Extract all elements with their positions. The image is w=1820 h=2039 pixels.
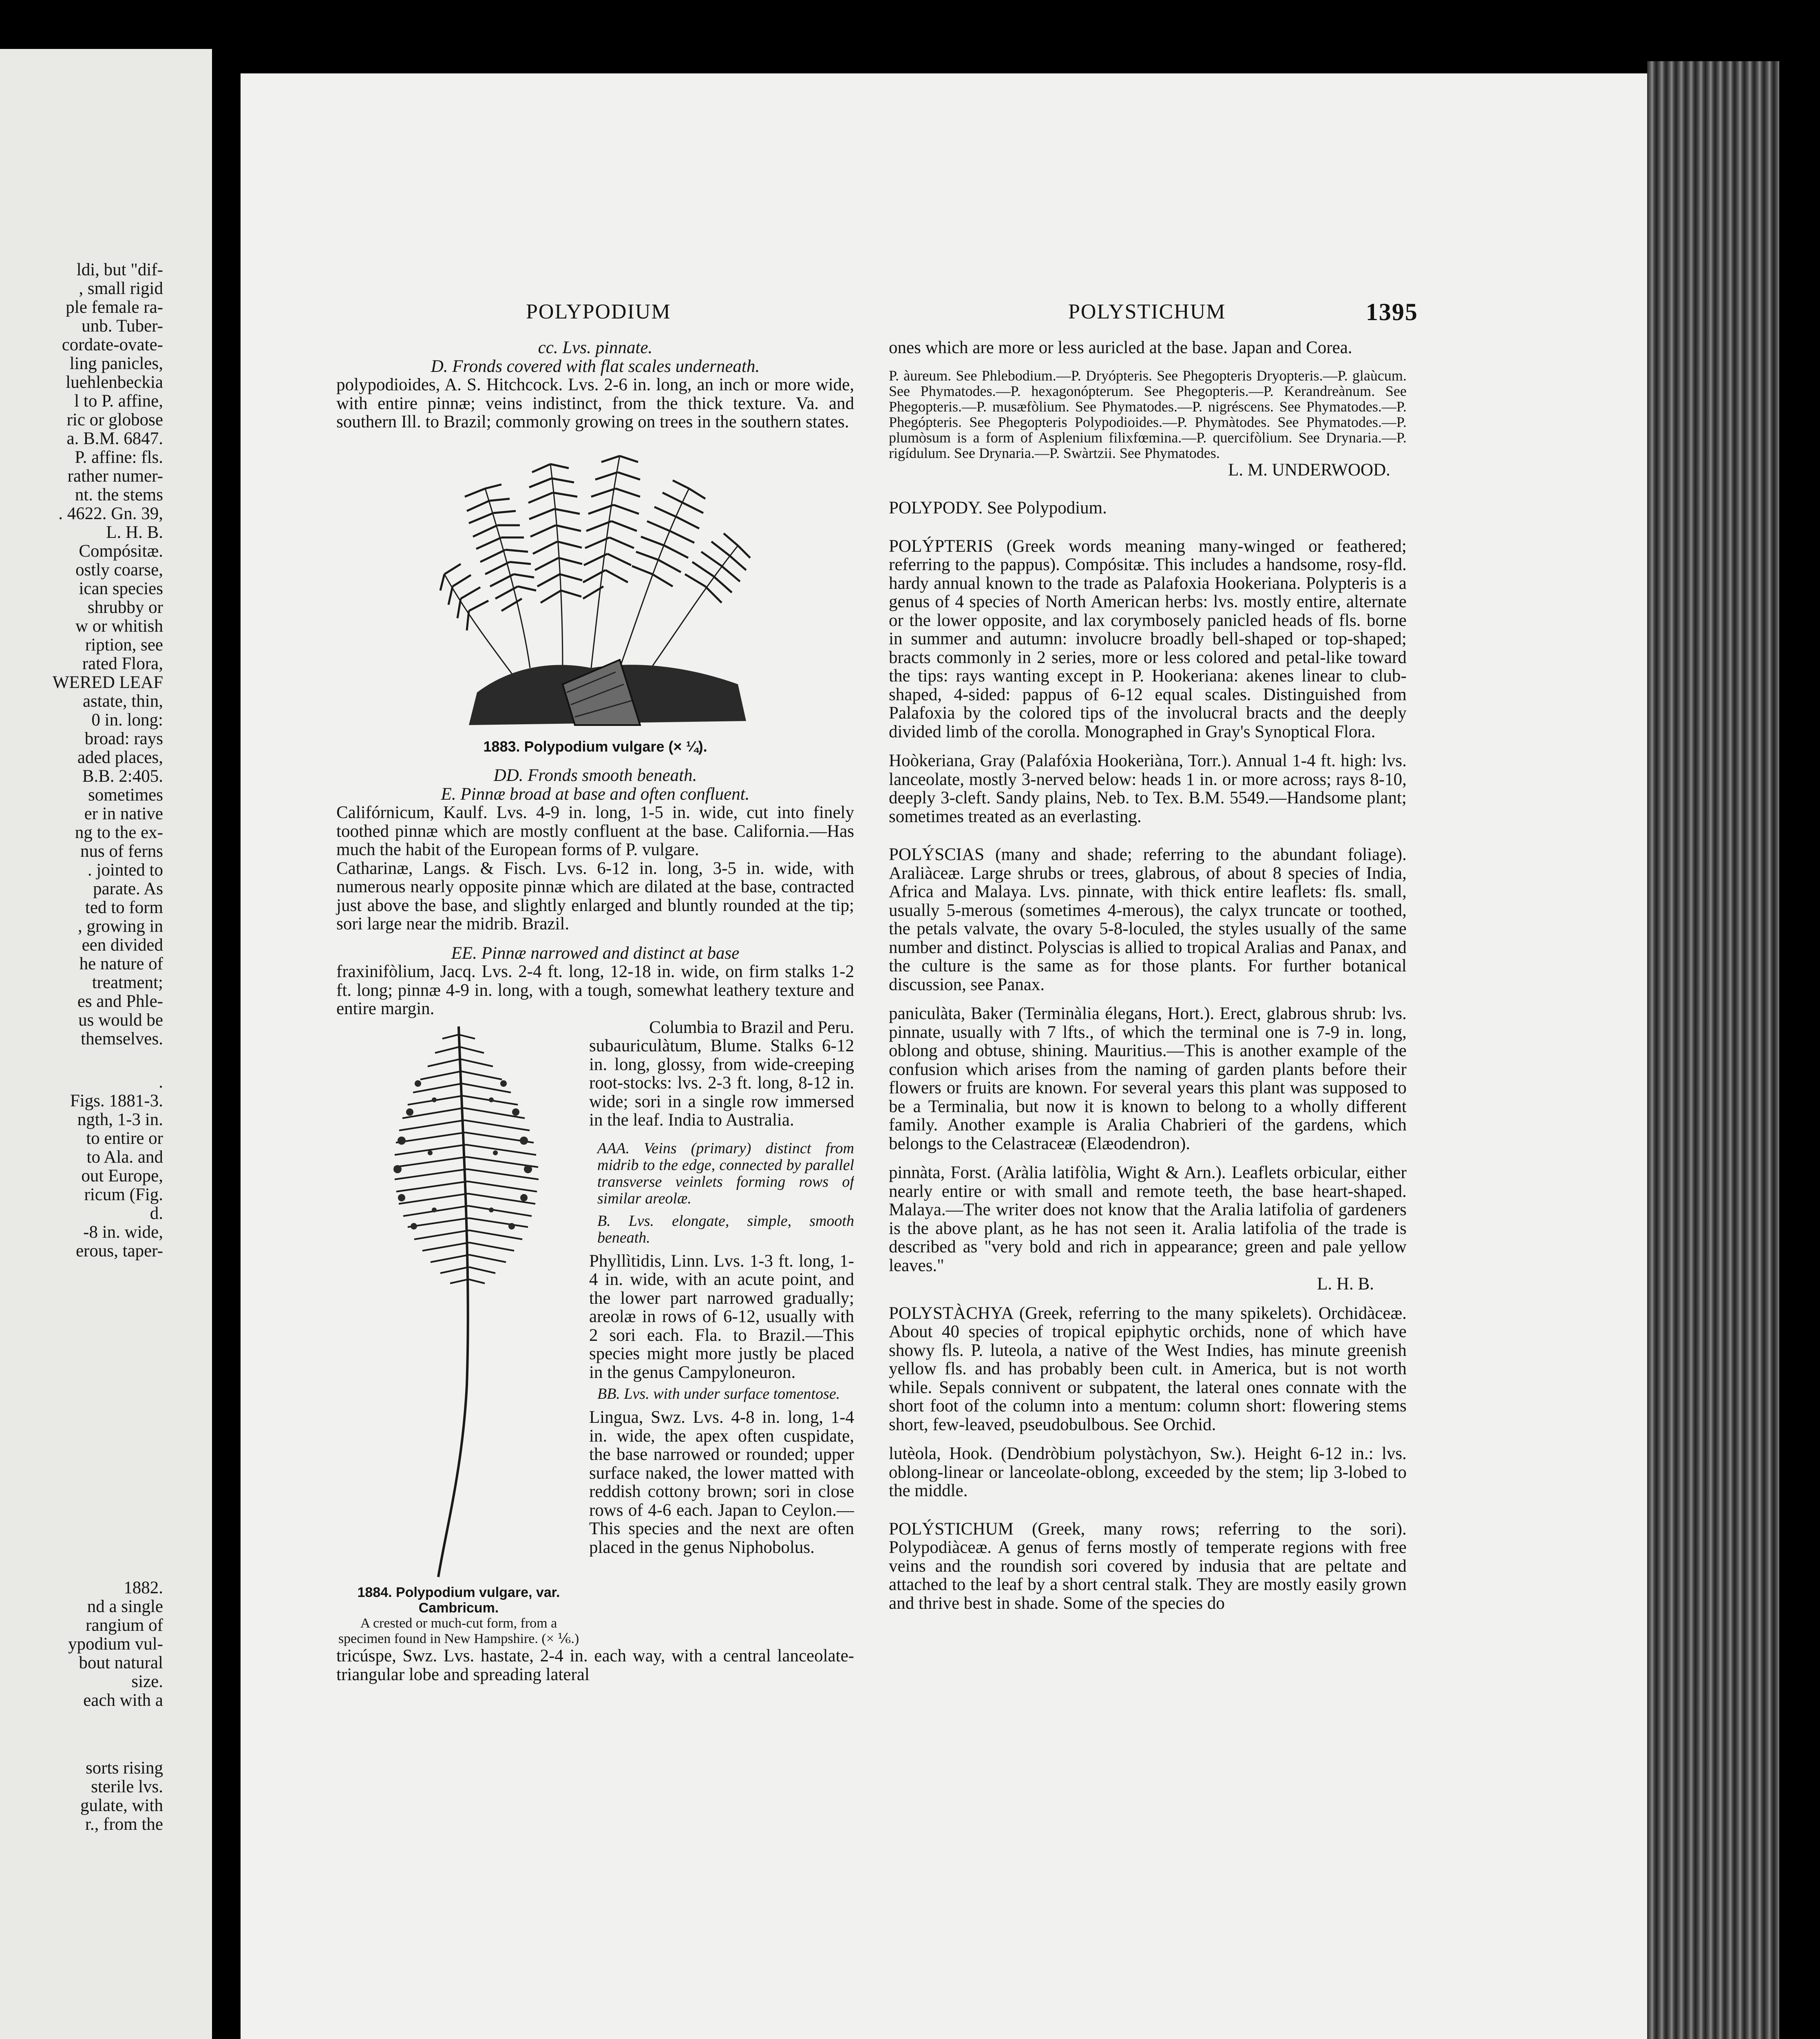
left-page-text-fragment: r., from the (85, 1815, 163, 1834)
left-page-text-fragment: L. H. B. (106, 523, 163, 542)
left-page-text-fragment: us would be (78, 1011, 163, 1030)
key-e: E. Pinnæ broad at base and often confluent. (441, 784, 750, 804)
figure-1883-fern-illustration (428, 440, 762, 733)
left-page-text-fragment: parate. As (93, 879, 163, 898)
figure-1884-fern-illustration (336, 1018, 581, 1581)
entry-polypteris: POLÝPTERIS (Greek words meaning many-winged or feathered; referring to the pappus). Compósitæ. This includes a handsome, rosy-fld. hardy annual known to the trade as Palafoxia Hookeriana. Polypteris is a genus of 4 species of North American herbs: lvs. mostly entire, alternate or the lower opposite, and lax corymbosely panicled heads of fls. borne in summer and autumn: involucre broadly bell-shaped or top-shaped; bracts commonly in 2 series, more or less colored and petal-like toward the tips: rays wanting except in P. Hookeriana: akenes linear to club-shaped, 4-sided: pappus of 6-12 equal scales. Distinguished from Palafoxia by the colored tips of the involucral bracts and the deeply divided limb of the corolla. Monographed in Gray's Synoptical Flora. (889, 536, 1407, 741)
entry-phyllitidis: Phyllìtidis, Linn. Lvs. 1-3 ft. long, 1-4 in. wide, with an acute point, and the lower part narrowed gradually; areolæ in rows of 6-12, usually with 2 sori each. Fla. to Brazil.—This species might more justly be placed in the genus Campyloneuron. (589, 1251, 854, 1382)
left-page-text-fragment: sorts rising (86, 1758, 163, 1778)
left-page-text-fragment: gulate, with (80, 1796, 163, 1815)
entry-hookeriana: Hoòkeriana, Gray (Palafóxia Hookeriàna, Torr.). Annual 1-4 ft. high: lvs. lanceolate, mostly 3-nerved below: heads 1 in. or more across; rays 8-10, deeply 3-cleft. Sandy plains, Neb. to Tex. B.M. 5549.—Handsome plant; sometimes treated as an everlasting. (889, 751, 1407, 826)
left-page-text-fragment: ng to the ex- (75, 823, 163, 842)
left-page-text-fragment: ricum (Fig. (84, 1185, 163, 1204)
left-page-text-fragment: ple female ra- (66, 298, 163, 317)
key-b: B. Lvs. elongate, simple, smooth beneath. (597, 1212, 854, 1246)
left-page-text-fragment: rated Flora, (82, 654, 163, 673)
left-page-text-fragment: aded places, (77, 748, 163, 767)
left-page-text-fragment: . jointed to (87, 860, 163, 880)
signature-underwood: L. M. UNDERWOOD. (1228, 460, 1390, 480)
left-page-text-fragment: ldi, but "dif- (76, 260, 163, 279)
left-page-text-fragment: ling panicles, (69, 354, 163, 373)
entry-subauriculatum: subauriculàtum, Blume. Stalks 6-12 in. long, glossy, from wide-creeping root-stocks: lvs. 2-3 ft. long, 8-12 in. wide; sori in a single row immersed in the leaf. India to Australia. (589, 1036, 854, 1130)
entry-fraxinifolium-range: Columbia to Brazil and Peru. (649, 1018, 854, 1037)
left-page-text-fragment: WERED LEAF (52, 673, 163, 692)
signature-lhb: L. H. B. (1317, 1274, 1374, 1294)
key-bb: BB. Lvs. with under surface tomentose. (597, 1385, 840, 1402)
page-number: 1395 (1366, 299, 1418, 325)
left-page-text-fragment: ostly coarse, (75, 560, 163, 579)
left-page-text-fragment: sometimes (88, 785, 163, 805)
figure-1884-caption: 1884. Polypodium vulgare, var. Cambricum. (357, 1585, 560, 1616)
entry-fraxinifolium: fraxinifòlium, Jacq. Lvs. 2-4 ft. long, 12-18 in. wide, on firm stalks 1-2 ft. long; pinnæ 4-9 in. long, with a tough, somewhat leathery texture and entire margin. (336, 962, 854, 1018)
left-page-text-fragment: nus of ferns (80, 842, 163, 861)
left-page-text-fragment: er in native (84, 804, 163, 823)
entry-lingua: Lingua, Swz. Lvs. 4-8 in. long, 1-4 in. wide, the apex often cuspidate, the base narrowed or rounded; upper surface naked, the lower matted with reddish cottony brown; sori in close rows of 4-6 each. Japan to Ceylon.—This species and the next are often placed in the genus Niphobolus. (589, 1408, 854, 1557)
left-page-text-fragment: 1882. (124, 1578, 163, 1597)
key-cc: cc. Lvs. pinnate. (538, 338, 653, 357)
left-page-text-fragment: rangium of (86, 1616, 163, 1635)
left-page-text-fragment: nd a single (87, 1597, 163, 1616)
left-page-text-fragment: treatment; (92, 973, 163, 992)
left-page-text-fragment: . (159, 1073, 163, 1092)
entry-polystichum: POLÝSTICHUM (Greek, many rows; referring to the sori). Polypodiàceæ. A genus of ferns mostly of temperate regions with free veins and the roundish sori covered by indusia that are peltate and attached to the leaf by a short central stalk. They are mostly easily grown and thrive best in shade. Some of the species do (889, 1519, 1407, 1613)
left-page-text-fragment: w or whitish (75, 617, 163, 636)
left-page-text-fragment: nt. the stems (75, 485, 163, 504)
entry-paniculata: paniculàta, Baker (Terminàlia élegans, Hort.). Erect, glabrous shrub: lvs. pinnate, usually with 7 lfts., of which the terminal one is 7-9 in. long, oblong and obtuse, shining. Mauritius.—This is another example of the confusion which arises from the naming of garden plants before their flowers or fruits are known. For several years this plant was supposed to be a Terminalia, but now it is known to belong to a wholly different family. Another example is Aralia Chabrieri of the gardens, which belongs to the Celastraceæ (Elæodendron). (889, 1004, 1407, 1153)
left-page-text-fragment: shrubby or (87, 598, 163, 617)
key-ee: EE. Pinnæ narrowed and distinct at base (451, 943, 740, 963)
left-page-text-fragment: a. B.M. 6847. (66, 429, 163, 448)
book-page-edges (1647, 61, 1779, 2039)
entry-catharinae: Catharinæ, Langs. & Fisch. Lvs. 6-12 in. long, 3-5 in. wide, with numerous nearly opposite pinnæ which are dilated at the base, contracted just above the base, and slightly enlarged and bluntly rounded at the tip; sori large near the midrib. Brazil. (336, 858, 854, 933)
left-facing-page (0, 49, 212, 2039)
main-page (241, 73, 1668, 2039)
key-aaa: AAA. Veins (primary) distinct from midrib to the edge, connected by parallel transverse veinlets forming rows of similar areolæ. (597, 1139, 854, 1207)
synonyms-list: P. àureum. See Phlebodium.—P. Dryópteris. See Phegopteris Dryopteris.—P. glaùcum. See Phymatodes.—P. hexagonópterum. See Phegopteris.—P. Kerandreànum. See Phegopteris.—P. musæfòlium. See Phymatodes.—P. nigréscens. See Phymatodes.—P. Phegópteris. See Phegopteris Polypodioides.—P. Phymàtodes. See Phymatodes.—P. plumòsum is a form of Asplenium filixfœmina.—P. quercifòlium. See Drynaria.—P. rigídulum. See Drynaria.—P. Swàrtzii. See Phymatodes. (889, 367, 1407, 461)
column-left (336, 338, 854, 1684)
left-page-text-fragment: es and Phle- (77, 992, 163, 1011)
left-page-text-fragment: erous, taper- (75, 1241, 163, 1261)
left-page-text-fragment: themselves. (81, 1029, 163, 1048)
entry-polypody: POLYPODY. See Polypodium. (889, 498, 1107, 517)
left-page-text-fragment: Compósitæ. (79, 542, 163, 561)
left-page-text-fragment: Figs. 1881-3. (70, 1091, 163, 1110)
left-page-text-fragment: rather numer- (67, 467, 163, 486)
entry-tricuspe: tricúspe, Swz. Lvs. hastate, 2-4 in. each way, with a central lanceolate-triangular lobe and spreading lateral (336, 1646, 854, 1684)
left-page-text-fragment: ican species (79, 579, 163, 598)
entry-polyscias: POLÝSCIAS (many and shade; referring to the abundant foliage). Araliàceæ. Large shrubs or trees, glabrous, of about 8 species of India, Africa and Malaya. Lvs. pinnate, with thick entire leaflets: fls. small, usually 5-merous (sometimes 4-merous), the calyx truncate or toothed, the petals valvate, the ovary 5-8-loculed, the styles usually of the same number and distinct. Polyscias is allied to tropical Aralias and Panax, and the culture is the same as for those plants. For further botanical discussion, see Panax. (889, 845, 1407, 994)
left-page-text-fragment: P. affine: fls. (75, 448, 163, 467)
key-d: D. Fronds covered with flat scales underneath. (431, 356, 760, 376)
left-page-text-fragment: ypodium vul- (68, 1634, 163, 1654)
column-right (889, 338, 1407, 1612)
left-page-text-fragment: to entire or (86, 1129, 163, 1148)
figure-1883-caption: 1883. Polypodium vulgare (× ¼). (483, 738, 707, 755)
left-page-text-fragment: broad: rays (84, 729, 163, 748)
figure-1884-note: A crested or much-cut form, from a specimen found in New Hampshire. (× ⅙.) (338, 1616, 579, 1646)
entry-luteola: lutèola, Hook. (Dendròbium polystàchyon, Sw.). Height 6-12 in.: lvs. oblong-linear or lanceolate-oblong, exceeded by the stem; lip 3-lobed to the middle. (889, 1444, 1407, 1500)
left-page-text-fragment: to Ala. and (86, 1148, 163, 1167)
column-left-wrapped-text (589, 1018, 854, 1557)
left-page-text-fragment: astate, thin, (82, 692, 163, 711)
left-page-text-fragment: luehlenbeckia (66, 373, 163, 392)
key-dd: DD. Fronds smooth beneath. (493, 766, 697, 785)
left-page-text-fragment: l to P. affine, (74, 391, 163, 411)
left-page-text-fragment: -8 in. wide, (83, 1223, 163, 1242)
left-page-text-fragment: each with a (83, 1691, 163, 1710)
left-page-text-fragment: out Europe, (81, 1166, 163, 1185)
figure-1884 (336, 1018, 581, 1647)
left-page-text-fragment: , small rigid (79, 279, 163, 298)
left-page-text-fragment: ted to form (85, 898, 163, 917)
left-page-text-fragment: een divided (82, 935, 163, 955)
left-page-text-fragment: he nature of (79, 954, 163, 973)
left-page-text-fragment: cordate-ovate- (62, 335, 163, 354)
left-page-text-fragment: size. (131, 1672, 163, 1691)
entry-polystachya: POLYSTÀCHYA (Greek, referring to the many spikelets). Orchidàceæ. About 40 species of tropical epiphytic orchids, none of which have showy fls. P. luteola, a native of the West Indies, has minute greenish yellow fls. and has probably been cult. in America, but is not worth while. Sepals connivent or subpatent, the lateral ones connate with the short foot of the column into a mentum: column short: flowering stems short, few-leaved, pseudobulbous. See Orchid. (889, 1303, 1407, 1434)
left-page-text-fragment: bout natural (79, 1653, 163, 1672)
entry-californicum: Califórnicum, Kaulf. Lvs. 4-9 in. long, 1-5 in. wide, cut into finely toothed pinnæ which are mostly confluent at the base. California.—Has much the habit of the European forms of P. vulgare. (336, 803, 854, 859)
entry-pinnata: pinnàta, Forst. (Aràlia latifòlia, Wight & Arn.). Leaflets orbicular, either nearly entire or with small and remote teeth, the base heart-shaped. Malaya.—The writer does not know that the Aralia latifolia of gardeners is the above plant, as he has not seen it. Aralia latifolia of the trade is described as "very bold and rich in appearance; green and pale yellow leaves." (889, 1163, 1407, 1275)
left-page-text-fragment: sterile lvs. (91, 1777, 163, 1796)
left-page-text-fragment: d. (150, 1204, 163, 1223)
left-page-text-fragment: . 4622. Gn. 39, (58, 504, 163, 523)
left-page-text-fragment: B.B. 2:405. (82, 767, 163, 786)
entry-polypodioides: polypodioides, A. S. Hitchcock. Lvs. 2-6 in. long, an inch or more wide, with entire pinnæ; veins indistinct, from the thick texture. Va. and southern Ill. to Brazil; commonly growing on trees in the southern states. (336, 375, 854, 431)
running-head-center: POLYSTICHUM (1068, 300, 1226, 323)
left-page-text-fragment: unb. Tuber- (82, 316, 163, 336)
running-head-left: POLYPODIUM (526, 300, 671, 323)
left-page-text-fragment: 0 in. long: (91, 710, 163, 730)
left-page-text-fragment: ngth, 1-3 in. (77, 1110, 163, 1129)
left-page-text-fragment: ription, see (85, 635, 163, 655)
left-page-text-fragment: ric or globose (66, 410, 163, 429)
left-page-text-fragment: , growing in (77, 917, 163, 936)
entry-tricuspe-continued: ones which are more or less auricled at the base. Japan and Corea. (889, 338, 1352, 357)
